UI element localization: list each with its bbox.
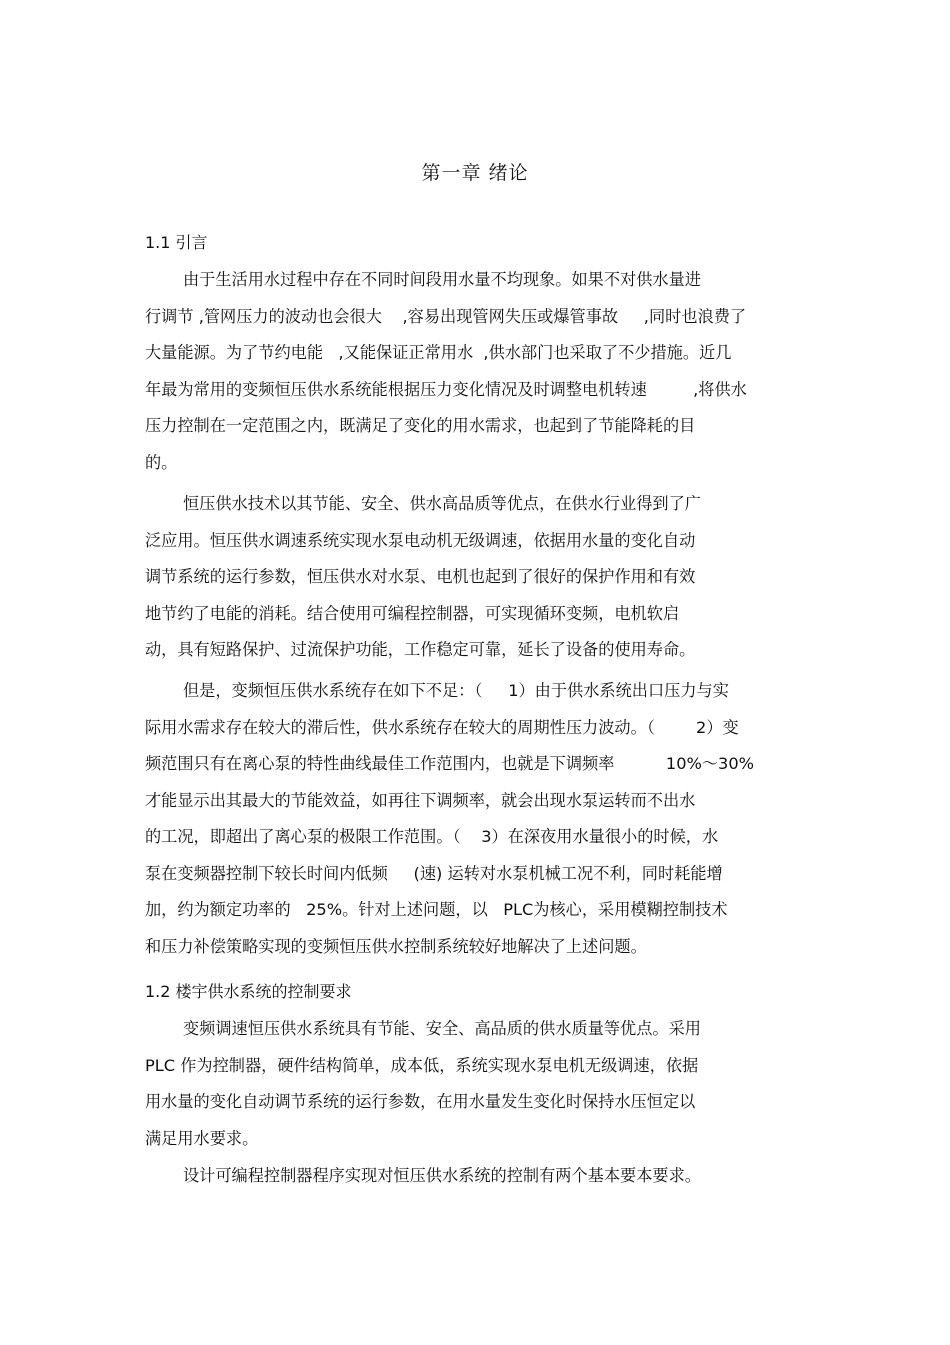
text-line: 年最为常用的变频恒压供水系统能根据压力变化情况及时调整电机转速 ,将供水 — [145, 379, 747, 399]
text-line: 压力控制在一定范围之内，既满足了变化的用水需求，也起到了节能降耗的目 — [145, 416, 696, 435]
text-line: 由于生活用水过程中存在不同时间段用水量不均现象。如果不对供水量进 — [183, 270, 701, 289]
text-line: 频范围只有在离心泵的特性曲线最佳工作范围内，也就是下调频率 10%～30% — [145, 754, 755, 773]
text-line: 满足用水要求。 — [145, 1128, 259, 1148]
text-line: 用水量的变化自动调节系统的运行参数，在用水量发生变化时保持水压恒定以 — [145, 1092, 696, 1111]
text-line: 的工况，即超出了离心泵的极限工作范围。（ 3）在深夜用水量很小的时候，水 — [145, 827, 719, 846]
text-line: 际用水需求存在较大的滞后性，供水系统存在较大的周期性压力波动。（ 2）变 — [145, 717, 739, 737]
text-line: 恒压供水技术以其节能、安全、供水高品质等优点，在供水行业得到了广 — [183, 494, 701, 513]
section-heading-control-requirements: 1.2 楼宇供水系统的控制要求 — [145, 982, 352, 1001]
text-line: 动，具有短路保护、过流保护功能，工作稳定可靠，延长了设备的使用寿命。 — [145, 640, 696, 659]
text-line: 和压力补偿策略实现的变频恒压供水控制系统较好地解决了上述问题。 — [145, 936, 647, 956]
text-line: 泵在变频器控制下较长时间内低频 (速) 运转对水泵机械工况不利，同时耗能增 — [145, 863, 723, 883]
text-line: 大量能源。为了节约电能 ,又能保证正常用水 ,供水部门也采取了不少措施。近几 — [145, 343, 732, 362]
paragraph-intro-3 — [145, 673, 754, 965]
text-line: 加，约为额定功率的 25%。针对上述问题，以 PLC为核心，采用模糊控制技术 — [145, 900, 728, 919]
text-line: 的。 — [145, 452, 178, 472]
text-line: 变频调速恒压供水系统具有节能、安全、高品质的供水质量等优点。采用 — [183, 1019, 701, 1038]
text-line: 行调节 ,管网压力的波动也会很大 ,容易出现管网失压或爆管事故 ,同时也浪费了 — [145, 306, 747, 326]
text-line: 设计可编程控制器程序实现对恒压供水系统的控制有两个基本要本要求。 — [183, 1166, 701, 1185]
section-heading-intro: 1.1 引言 — [145, 233, 208, 252]
paragraph-intro-1 — [145, 262, 747, 481]
paragraph-requirements-1 — [145, 1011, 701, 1157]
paragraph-requirements-2 — [145, 1158, 701, 1195]
text-line: 但是，变频恒压供水系统存在如下不足：（ 1）由于供水系统出口压力与实 — [183, 681, 729, 700]
chapter-title: 第一章 绪论 — [421, 162, 529, 184]
text-line: 泛应用。恒压供水调速系统实现水泵电动机无级调速，依据用水量的变化自动 — [145, 530, 696, 550]
text-line: 才能显示出其最大的节能效益，如再往下调频率，就会出现水泵运转而不出水 — [145, 790, 696, 810]
text-line: PLC 作为控制器，硬件结构简单，成本低，系统实现水泵电机无级调速，依据 — [145, 1055, 699, 1075]
text-line: 调节系统的运行参数，恒压供水对水泵、电机也起到了很好的保护作用和有效 — [145, 567, 696, 586]
text-line: 地节约了电能的消耗。结合使用可编程控制器，可实现循环变频，电机软启 — [145, 603, 680, 623]
paragraph-intro-2 — [145, 486, 701, 669]
